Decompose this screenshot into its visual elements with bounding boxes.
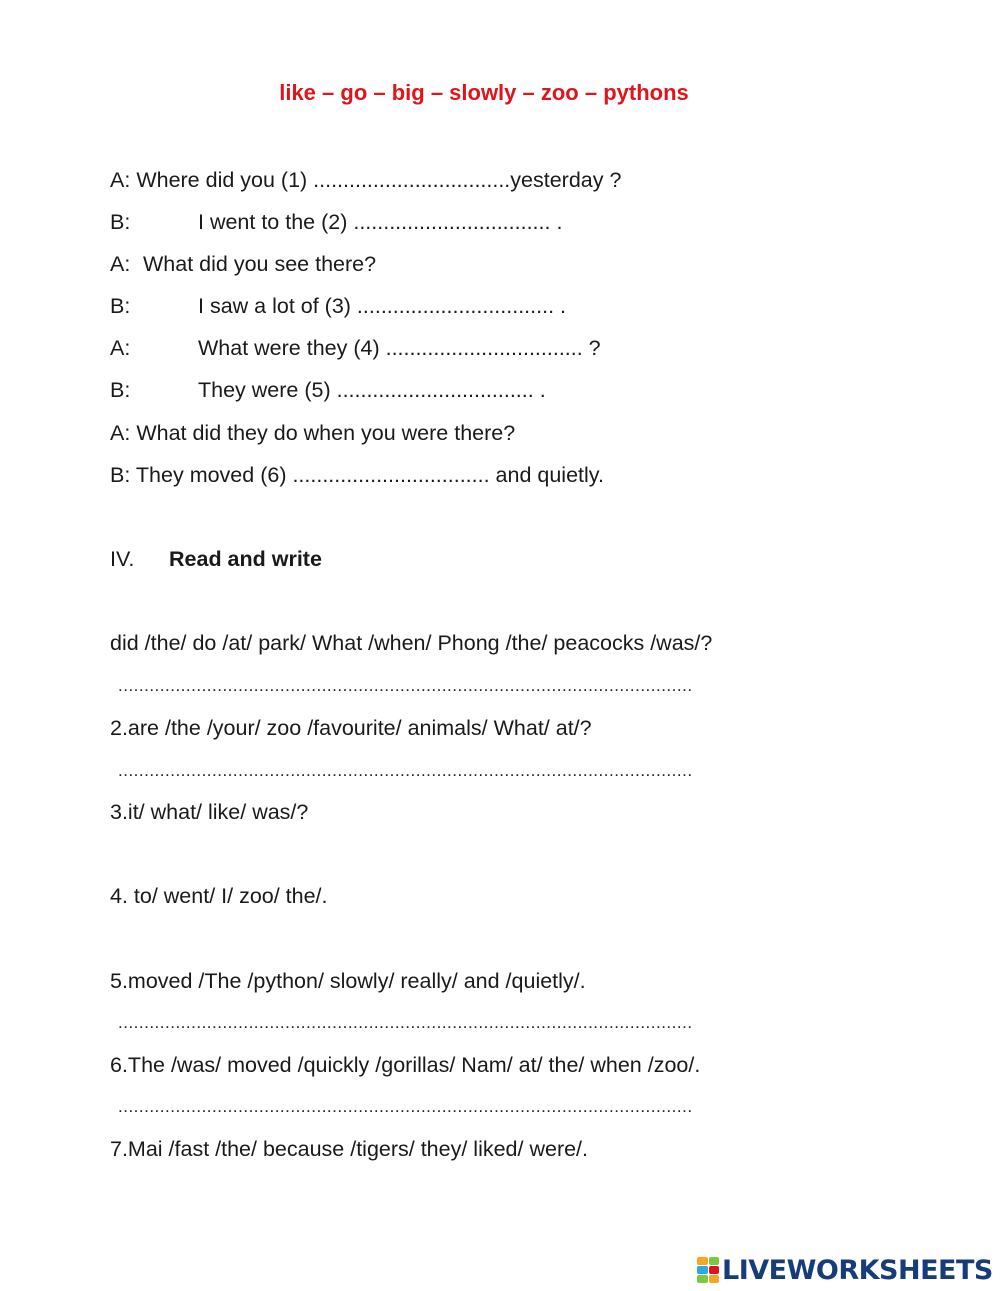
speaker-label: B: [110,210,131,234]
dialogue-text: I went to the (2) ................................. . [198,210,563,234]
dialogue-text: What did you see there? [143,252,377,276]
answer-line-2[interactable]: .............................................................................................................. [118,761,693,780]
dialogue-text: What were they (4) ................................. ? [198,336,601,360]
question-6: 6.The /was/ moved /quickly /gorillas/ Nam/ at/ the/ when /zoo/. [110,1053,701,1077]
question-7: 7.Mai /fast /the/ because /tigers/ they/ liked/ were/. [110,1137,589,1161]
dialogue-line-6 [110,378,546,403]
speaker-label: B: [110,463,131,487]
logo-blocks-icon [697,1257,719,1283]
dialogue-line-1 [110,168,621,193]
dialogue-line-8 [110,463,604,488]
answer-line-5[interactable]: .............................................................................................................. [118,1013,693,1032]
question-2: 2.are /the /your/ zoo /favourite/ animals/ What/ at/? [110,716,592,740]
brand-name: LIVEWORKSHEETS [722,1254,993,1286]
dialogue-text: They were (5) ................................. . [198,378,546,402]
speaker-label: A: [110,252,131,276]
dialogue-line-3 [110,252,376,277]
section-number: IV. [110,547,135,571]
question-5: 5.moved /The /python/ slowly/ really/ and /quietly/. [110,969,586,993]
question-4: 4. to/ went/ I/ zoo/ the/. [110,884,328,908]
answer-line-6[interactable]: .............................................................................................................. [118,1097,693,1116]
word-bank: like – go – big – slowly – zoo – pythons [279,80,689,105]
dialogue-line-5 [110,336,601,361]
dialogue-text: What did they do when you were there? [136,421,516,445]
speaker-label: A: [110,421,131,445]
speaker-label: B: [110,378,131,402]
dialogue-line-7 [110,421,515,446]
speaker-label: A: [110,336,131,360]
dialogue-text: Where did you (1) .................................yesterday ? [136,168,622,192]
answer-line-1[interactable]: .............................................................................................................. [118,676,693,695]
dialogue-text: They moved (6) ................................. and quietly. [135,463,604,487]
question-3: 3.it/ what/ like/ was/? [110,800,309,824]
liveworksheets-logo [697,1252,993,1288]
dialogue-text: I saw a lot of (3) ................................. . [198,294,566,318]
question-1: did /the/ do /at/ park/ What /when/ Phong /the/ peacocks /was/? [110,631,713,655]
speaker-label: B: [110,294,131,318]
dialogue-line-2 [110,210,562,235]
section-heading [110,547,322,572]
dialogue-line-4 [110,294,566,319]
speaker-label: A: [110,168,131,192]
section-title: Read and write [169,547,322,571]
